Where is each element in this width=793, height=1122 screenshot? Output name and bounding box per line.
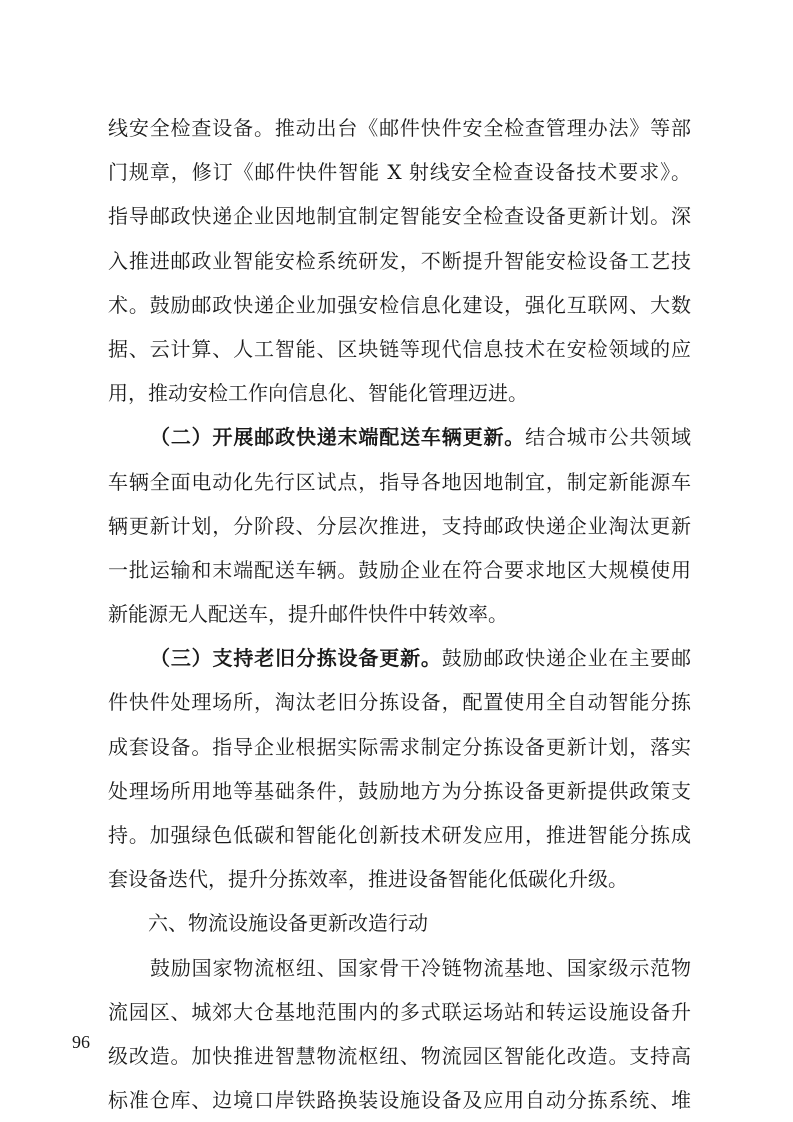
text-line: 入推进邮政业智能安检系统研发，不断提升智能安检设备工艺技 xyxy=(108,248,691,273)
text-line: 套设备迭代，提升分拣效率，推进设备智能化低碳化升级。 xyxy=(108,867,628,892)
text-line: 辆更新计划，分阶段、分层次推进，支持邮政快递企业淘汰更新 xyxy=(108,513,691,538)
text-line: 据、云计算、人工智能、区块链等现代信息技术在安检领域的应 xyxy=(108,336,691,361)
subsection-2-text: 结合城市公共领域 xyxy=(525,425,691,450)
text-line: 车辆全面电动化先行区试点，指导各地因地制宜，制定新能源车 xyxy=(108,469,691,494)
text-line: 用，推动安检工作向信息化、智能化管理迈进。 xyxy=(108,381,528,406)
text-line: 成套设备。指导企业根据实际需求制定分拣设备更新计划，落实 xyxy=(108,734,691,759)
text-line: 流园区、城郊大仓基地范围内的多式联运场站和转运设施设备升 xyxy=(108,999,691,1024)
subsection-2-heading: （二）开展邮政快递末端配送车辆更新。 xyxy=(150,425,526,450)
subsection-3-heading: （三）支持老旧分拣设备更新。 xyxy=(150,646,442,671)
subsection-3-line xyxy=(108,636,691,680)
text-line: 持。加强绿色低碳和智能化创新技术研发应用，推进智能分拣成 xyxy=(108,823,691,847)
text-line: 指导邮政快递企业因地制宜制定智能安全检查设备更新计划。深 xyxy=(108,204,691,229)
subsection-2-line xyxy=(108,415,691,459)
text-line: 鼓励国家物流枢纽、国家骨干冷链物流基地、国家级示范物 xyxy=(150,955,691,980)
text-line: 件快件处理场所，淘汰老旧分拣设备，配置使用全自动智能分拣 xyxy=(108,690,691,715)
text-line: 门规章，修订《邮件快件智能 X 射线安全检查设备技术要求》。 xyxy=(108,160,691,185)
text-line: 级改造。加快推进智慧物流枢纽、物流园区智能化改造。支持高 xyxy=(108,1043,691,1068)
text-line: 术。鼓励邮政快递企业加强安检信息化建设，强化互联网、大数 xyxy=(108,292,691,317)
text-line: 一批运输和末端配送车辆。鼓励企业在符合要求地区大规模使用 xyxy=(108,557,691,582)
text-line: 新能源无人配送车，提升邮件快件中转效率。 xyxy=(108,602,508,627)
subsection-3-text: 鼓励邮政快递企业在主要邮 xyxy=(441,646,691,671)
page-number: 96 xyxy=(72,1032,90,1052)
body-text xyxy=(108,106,691,1122)
text-line: 标准仓库、边境口岸铁路换装设施设备及应用自动分拣系统、堆 xyxy=(108,1088,691,1113)
section-heading: 六、物流设施设备更新改造行动 xyxy=(148,911,428,936)
text-line: 处理场所用地等基础条件，鼓励地方为分拣设备更新提供政策支 xyxy=(108,778,691,803)
text-line: 线安全检查设备。推动出台《邮件快件安全检查管理办法》等部 xyxy=(108,116,691,140)
